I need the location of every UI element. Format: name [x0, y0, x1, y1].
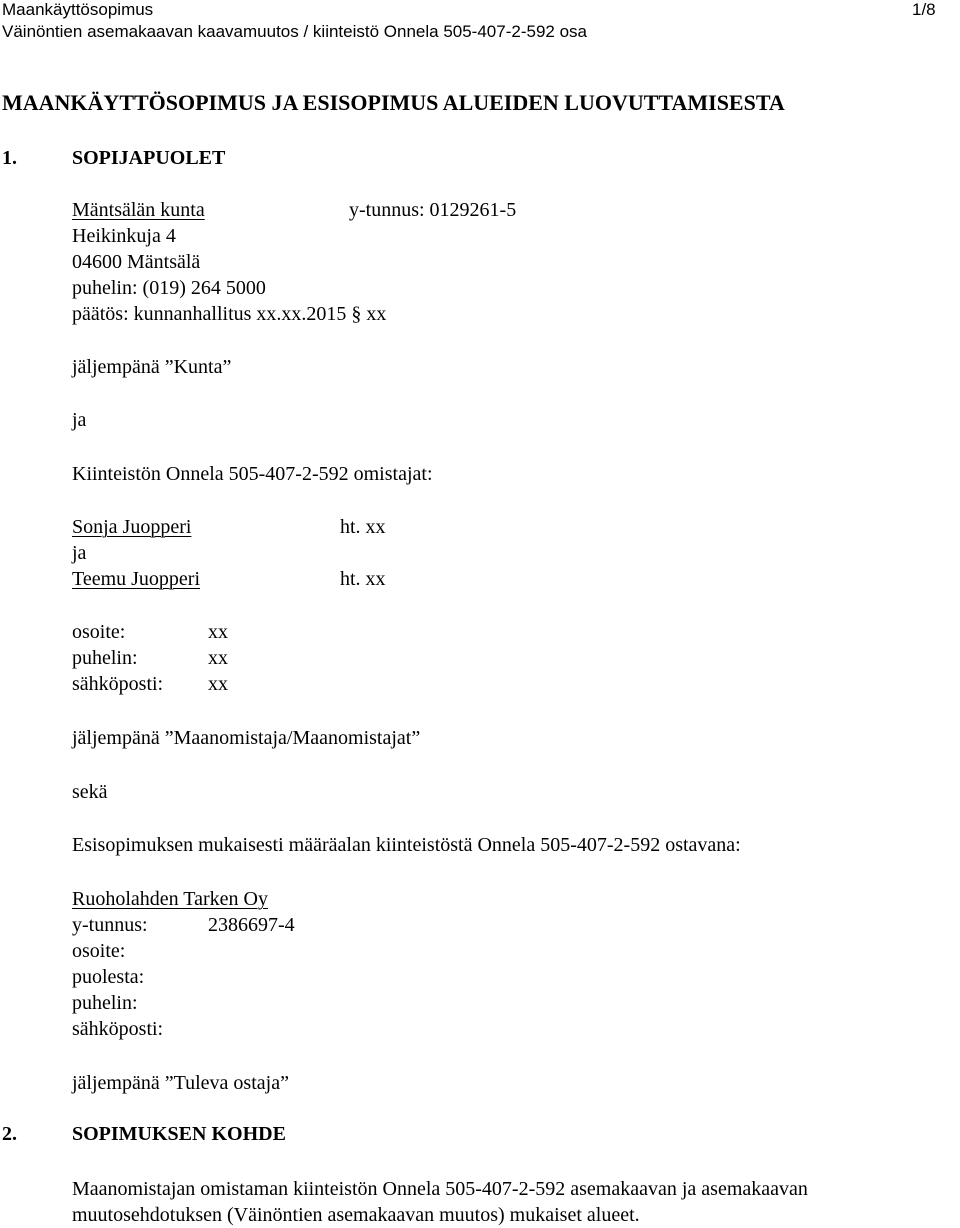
buyer-address-label: osoite: [72, 940, 126, 962]
conjunction-ja: ja [72, 409, 87, 431]
buyer-name: Ruoholahden Tarken Oy [72, 888, 268, 910]
buyer-phone-label: puhelin: [72, 992, 138, 1014]
owners-referred: jäljempänä ”Maanomistaja/Maanomistajat” [72, 727, 421, 749]
kunta-name: Mäntsälän kunta [72, 199, 205, 221]
owner-phone-value: xx [208, 647, 228, 669]
buyer-behalf-label: puolesta: [72, 966, 145, 988]
kunta-street: Heikinkuja 4 [72, 225, 176, 247]
owner-email-value: xx [208, 673, 228, 695]
buyer-ytunnus-value: 2386697-4 [208, 914, 295, 936]
owner2-share: ht. xx [340, 568, 386, 590]
buyer-referred: jäljempänä ”Tuleva ostaja” [72, 1072, 289, 1094]
section2-heading: SOPIMUKSEN KOHDE [72, 1123, 286, 1145]
conjunction-ja-owners: ja [72, 542, 87, 564]
owners-intro: Kiinteistön Onnela 505-407-2-592 omistajat: [72, 463, 433, 485]
buyer-email-label: sähköposti: [72, 1018, 164, 1040]
header-page-number: 1/8 [912, 0, 936, 19]
owner-address-value: xx [208, 621, 228, 643]
owner-email-label: sähköposti: [72, 673, 164, 695]
kunta-postal: 04600 Mäntsälä [72, 251, 201, 273]
document-title: MAANKÄYTTÖSOPIMUS JA ESISOPIMUS ALUEIDEN LUOVUTTAMISESTA [2, 90, 785, 115]
header-subtitle: Väinöntien asemakaavan kaavamuutos / kiinteistö Onnela 505-407-2-592 osa [2, 22, 587, 41]
buyer-ytunnus-label: y-tunnus: [72, 914, 148, 936]
kunta-ytunnus: y-tunnus: 0129261-5 [349, 199, 517, 221]
owner1-name: Sonja Juopperi [72, 516, 192, 538]
kunta-phone: puhelin: (019) 264 5000 [72, 277, 266, 299]
owner-phone-label: puhelin: [72, 647, 138, 669]
owner2-name: Teemu Juopperi [72, 568, 201, 590]
conjunction-seka: sekä [72, 781, 108, 803]
kunta-decision: päätös: kunnanhallitus xx.xx.2015 § xx [72, 303, 387, 325]
section1-number: 1. [2, 147, 17, 169]
section2-text: Maanomistajan omistaman kiinteistön Onnela 505-407-2-592 asemakaavan ja asemakaavan muutosehdotuksen (Väinöntien asemakaavan muutos) mukaiset alueet. [72, 1178, 808, 1226]
buyer-intro: Esisopimuksen mukaisesti määräalan kiinteistöstä Onnela 505-407-2-592 ostavana: [72, 834, 741, 856]
owner1-share: ht. xx [340, 516, 386, 538]
header-doc-name: Maankäyttösopimus [2, 0, 154, 19]
section1-heading: SOPIJAPUOLET [72, 147, 226, 169]
section2-number: 2. [2, 1123, 17, 1145]
owner-address-label: osoite: [72, 621, 126, 643]
kunta-referred: jäljempänä ”Kunta” [72, 356, 232, 378]
